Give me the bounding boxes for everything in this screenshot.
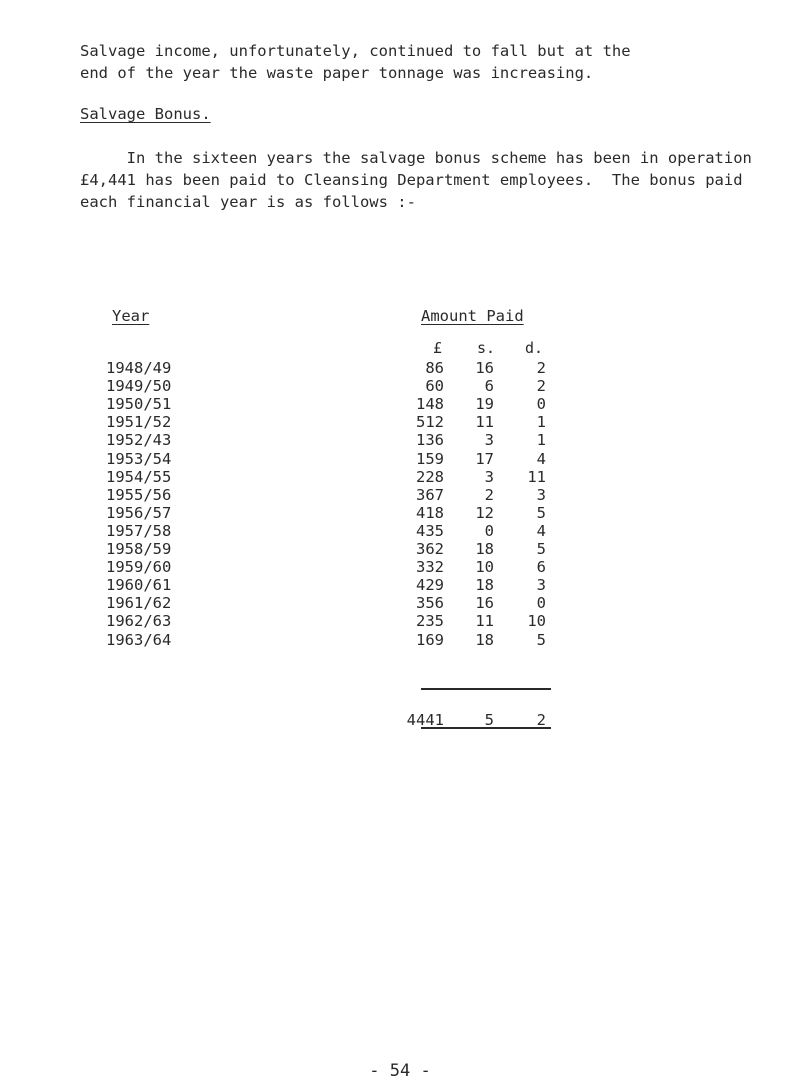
year-cell: 1948/49 [106, 359, 172, 377]
year-cell: 1961/62 [106, 594, 172, 613]
table-row [0, 412, 800, 432]
column-header-amount: Amount Paid [421, 307, 524, 325]
unit-pence: d. [525, 339, 544, 357]
pence-cell: 5 [536, 630, 546, 649]
pounds-cell: 136 [416, 431, 444, 450]
total-pounds: 4441 [406, 711, 444, 729]
table-row [0, 430, 800, 450]
pence-cell: 3 [536, 485, 546, 504]
total-shillings: 5 [484, 711, 494, 729]
table-row [0, 503, 800, 523]
shillings-cell: 3 [484, 467, 494, 486]
pence-cell: 11 [527, 467, 546, 486]
shillings-cell: 18 [475, 540, 494, 558]
pounds-cell: 429 [416, 576, 444, 595]
shillings-cell: 16 [475, 359, 494, 377]
table-row [0, 630, 800, 650]
year-cell: 1952/43 [106, 431, 172, 450]
table-row [0, 575, 800, 595]
year-cell: 1954/55 [106, 467, 172, 486]
pence-cell: 3 [536, 576, 546, 595]
table-row [0, 376, 800, 396]
shillings-cell: 18 [475, 576, 494, 595]
shillings-cell: 10 [475, 558, 494, 577]
pounds-cell: 356 [416, 594, 444, 613]
pounds-cell: 235 [416, 612, 444, 631]
pounds-cell: 60 [425, 377, 444, 396]
total-rule-top [421, 688, 551, 690]
pence-cell: 10 [527, 612, 546, 631]
unit-pounds: £ [433, 339, 443, 357]
section-heading: Salvage Bonus. [80, 105, 211, 123]
pence-cell: 1 [536, 413, 546, 432]
shillings-cell: 6 [484, 377, 494, 396]
year-cell: 1963/64 [106, 630, 172, 649]
pence-cell: 4 [536, 449, 546, 468]
table-row [0, 485, 800, 505]
table-row [0, 358, 800, 378]
year-cell: 1951/52 [106, 413, 172, 432]
year-cell: 1949/50 [106, 377, 172, 396]
pounds-cell: 169 [416, 630, 444, 649]
year-cell: 1955/56 [106, 485, 172, 504]
year-cell: 1950/51 [106, 395, 172, 414]
year-cell: 1956/57 [106, 503, 172, 522]
pounds-cell: 228 [416, 467, 444, 486]
pence-cell: 0 [536, 395, 546, 414]
pounds-cell: 418 [416, 503, 444, 522]
total-row [0, 710, 800, 730]
shillings-cell: 17 [475, 449, 494, 468]
pence-cell: 4 [536, 521, 546, 540]
shillings-cell: 3 [484, 431, 494, 450]
bonus-line-2: £4,441 has been paid to Cleansing Department employees. The bonus paid [80, 171, 743, 189]
table-row [0, 449, 800, 469]
shillings-cell: 2 [484, 485, 494, 504]
table-row [0, 611, 800, 631]
shillings-cell: 19 [475, 395, 494, 414]
total-pence: 2 [536, 711, 546, 729]
column-header-year: Year [112, 307, 150, 325]
pence-cell: 0 [536, 594, 546, 613]
pounds-cell: 86 [425, 359, 444, 377]
pounds-cell: 362 [416, 540, 444, 558]
pounds-cell: 159 [416, 449, 444, 468]
pounds-cell: 435 [416, 521, 444, 540]
shillings-cell: 12 [475, 503, 494, 522]
bonus-line-3: each financial year is as follows :- [80, 193, 416, 211]
bonus-line-1: In the sixteen years the salvage bonus scheme has been in operation [80, 149, 752, 167]
pence-cell: 2 [536, 359, 546, 377]
intro-paragraph [80, 40, 631, 84]
intro-line-1: Salvage income, unfortunately, continued to fall but at the [80, 42, 631, 60]
pounds-cell: 148 [416, 395, 444, 414]
table-row [0, 539, 800, 559]
bonus-paragraph [80, 147, 752, 213]
pounds-cell: 512 [416, 413, 444, 432]
table-row [0, 557, 800, 577]
table-row [0, 593, 800, 613]
year-cell: 1958/59 [106, 540, 172, 558]
page-number: - 54 - [369, 1061, 431, 1081]
shillings-cell: 11 [475, 612, 494, 631]
table-row [0, 467, 800, 487]
year-cell: 1962/63 [106, 612, 172, 631]
table-row [0, 394, 800, 414]
total-rule-bottom [421, 727, 551, 729]
pence-cell: 5 [536, 540, 546, 558]
pence-cell: 2 [536, 377, 546, 396]
table-row [0, 521, 800, 541]
year-cell: 1953/54 [106, 449, 172, 468]
year-cell: 1959/60 [106, 558, 172, 577]
shillings-cell: 16 [475, 594, 494, 613]
shillings-cell: 18 [475, 630, 494, 649]
year-cell: 1960/61 [106, 576, 172, 595]
pounds-cell: 332 [416, 558, 444, 577]
pence-cell: 6 [536, 558, 546, 577]
year-cell: 1957/58 [106, 521, 172, 540]
unit-shillings: s. [477, 339, 496, 357]
pounds-cell: 367 [416, 485, 444, 504]
pence-cell: 5 [536, 503, 546, 522]
shillings-cell: 11 [475, 413, 494, 432]
pence-cell: 1 [536, 431, 546, 450]
shillings-cell: 0 [484, 521, 494, 540]
intro-line-2: end of the year the waste paper tonnage was increasing. [80, 64, 594, 82]
